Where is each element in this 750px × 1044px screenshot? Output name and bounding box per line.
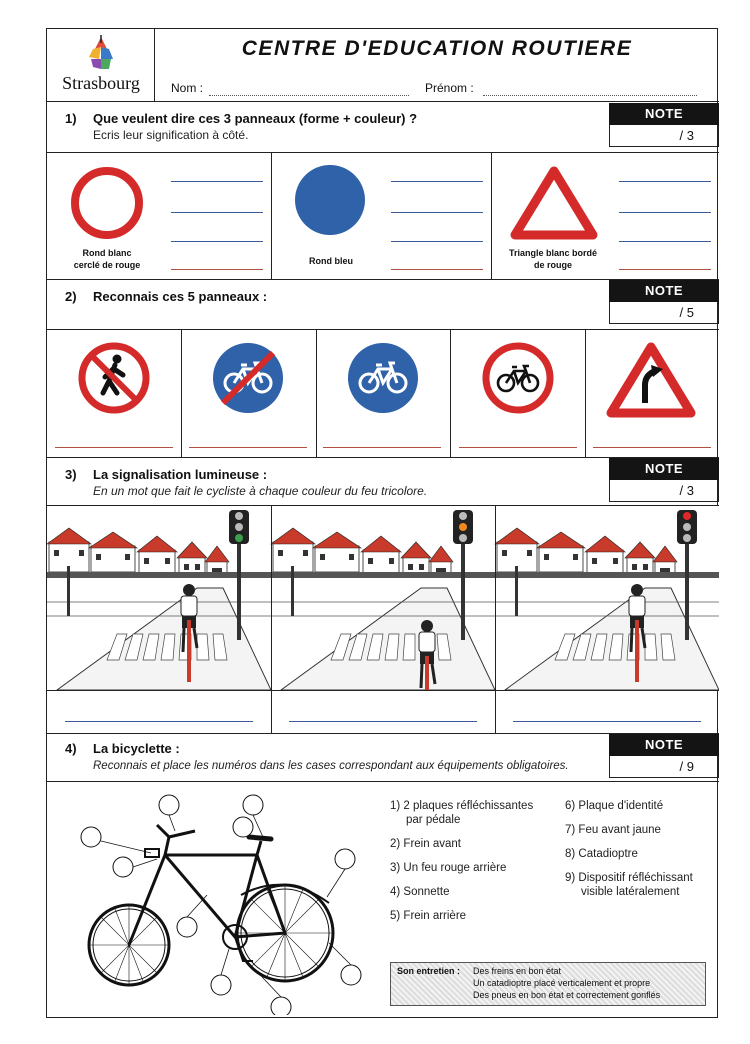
legend-item-text: par pédale xyxy=(406,814,461,826)
section4-subtitle: Reconnais et place les numéros dans les cases correspondant aux équipements obligatoires. xyxy=(93,760,569,772)
section1-score: / 3 xyxy=(609,125,719,147)
white-circle-red-border-icon xyxy=(69,165,145,241)
strasbourg-logo-icon xyxy=(83,35,119,73)
page-title: CENTRE D'EDUCATION ROUTIERE xyxy=(241,37,633,60)
section4-note-label: NOTE xyxy=(609,734,719,756)
section4-number: 4) xyxy=(65,741,77,756)
sign1-caption-1: Rond blanc xyxy=(82,248,132,258)
legend-item-text: visible latéralement xyxy=(581,886,680,898)
divider xyxy=(495,506,496,733)
section4-title: La bicyclette : xyxy=(93,741,180,756)
section1-title: Que veulent dire ces 3 panneaux (forme + couleur) ? xyxy=(93,111,418,126)
sign1-answer-line[interactable] xyxy=(171,212,263,213)
divider xyxy=(47,690,719,691)
sign3-caption-1: Triangle blanc bordé xyxy=(508,248,598,258)
legend-item-text: 2) Frein avant xyxy=(390,838,461,850)
sign3-caption-2: de rouge xyxy=(533,260,572,270)
divider xyxy=(271,152,272,279)
section3-subtitle: En un mot que fait le cycliste à chaque couleur du feu tricolore. xyxy=(93,484,428,498)
sign1-answer-line[interactable] xyxy=(171,269,263,270)
bicycles-prohibited-icon xyxy=(481,341,555,415)
bicycle-drawing xyxy=(57,785,367,1015)
sign-answer-line[interactable] xyxy=(55,447,173,448)
street-scene-green xyxy=(47,506,271,690)
sign1-answer-line[interactable] xyxy=(171,241,263,242)
nom-field[interactable] xyxy=(209,95,409,96)
legend-item xyxy=(565,847,715,861)
legend-item xyxy=(390,861,560,875)
divider xyxy=(47,781,719,782)
pedestrian-prohibited-icon xyxy=(77,341,151,415)
legend-item xyxy=(390,837,560,851)
legend-item-text: 7) Feu avant jaune xyxy=(565,824,661,836)
legend-right xyxy=(565,799,715,909)
divider xyxy=(47,101,719,102)
legend-left xyxy=(390,799,560,933)
street-scene-orange xyxy=(271,506,495,690)
sign3-answer-line[interactable] xyxy=(619,181,711,182)
maintenance-line: Un catadioptre placé verticalement et propre xyxy=(473,978,651,988)
section1-number: 1) xyxy=(65,111,77,126)
section2-score: / 5 xyxy=(609,302,719,324)
sign1-caption-2: cerclé de rouge xyxy=(73,260,141,270)
maintenance-line: Des pneus en bon état et correctement gonflés xyxy=(473,990,661,1000)
legend-item xyxy=(390,909,560,923)
light3-answer-line[interactable] xyxy=(513,721,701,722)
section3-note-label: NOTE xyxy=(609,458,719,480)
maintenance-box xyxy=(390,962,706,1006)
sign-answer-line[interactable] xyxy=(323,447,441,448)
white-triangle-red-border-icon xyxy=(509,165,599,241)
traffic-light-scenes-drawing xyxy=(47,506,719,690)
maintenance-line: Des freins en bon état xyxy=(473,966,562,976)
sign-answer-line[interactable] xyxy=(189,447,307,448)
maintenance-label: Son entretien : xyxy=(397,966,461,976)
legend-item-text: 1) 2 plaques réfléchissantes xyxy=(390,800,534,812)
sign1-answer-line[interactable] xyxy=(171,181,263,182)
sign-answer-line[interactable] xyxy=(459,447,577,448)
legend-item-text: 9) Dispositif réfléchissant xyxy=(565,872,693,884)
sign3-answer-line[interactable] xyxy=(619,212,711,213)
logo-box xyxy=(47,29,155,101)
section1-subtitle: Ecris leur signification à côté. xyxy=(93,128,249,142)
legend-item-text: 6) Plaque d'identité xyxy=(565,800,664,812)
divider xyxy=(181,329,182,457)
divider xyxy=(271,506,272,733)
sign2-caption: Rond bleu xyxy=(309,256,353,266)
legend-item xyxy=(390,885,560,899)
sign2-answer-line[interactable] xyxy=(391,181,483,182)
sign3-answer-line[interactable] xyxy=(619,269,711,270)
divider xyxy=(47,152,719,153)
divider xyxy=(450,329,451,457)
legend-item xyxy=(565,799,715,813)
sign3-answer-line[interactable] xyxy=(619,241,711,242)
legend-item xyxy=(565,871,715,899)
section3-number: 3) xyxy=(65,467,77,482)
end-cycle-path-icon xyxy=(211,341,285,415)
dangerous-bend-icon xyxy=(605,341,697,419)
sign-answer-line[interactable] xyxy=(593,447,711,448)
worksheet xyxy=(46,28,718,1018)
legend-item xyxy=(565,823,715,837)
prenom-label: Prénom : xyxy=(425,81,474,95)
sign2-answer-line[interactable] xyxy=(391,212,483,213)
section4-score: / 9 xyxy=(609,756,719,778)
nom-label: Nom : xyxy=(171,81,204,95)
divider xyxy=(47,329,719,330)
light2-answer-line[interactable] xyxy=(289,721,477,722)
section3-title: La signalisation lumineuse : xyxy=(93,467,268,482)
divider xyxy=(585,329,586,457)
legend-item xyxy=(390,799,560,827)
legend-item-text: 5) Frein arrière xyxy=(390,910,467,922)
legend-item-text: 3) Un feu rouge arrière xyxy=(390,862,507,874)
logo-text: Strasbourg xyxy=(62,73,140,93)
blue-circle-icon xyxy=(293,163,367,237)
divider xyxy=(491,152,492,279)
section1-note-label: NOTE xyxy=(609,103,719,125)
section2-title: Reconnais ces 5 panneaux : xyxy=(93,289,268,304)
prenom-field[interactable] xyxy=(483,95,697,96)
cycle-path-icon xyxy=(346,341,420,415)
light1-answer-line[interactable] xyxy=(65,721,253,722)
section3-score: / 3 xyxy=(609,480,719,502)
legend-item-text: 4) Sonnette xyxy=(390,886,450,898)
legend-item-text: 8) Catadioptre xyxy=(565,848,638,860)
sign2-answer-line[interactable] xyxy=(391,241,483,242)
section2-note-label: NOTE xyxy=(609,280,719,302)
sign2-answer-line[interactable] xyxy=(391,269,483,270)
traffic-light-scenes xyxy=(47,506,719,690)
section2-number: 2) xyxy=(65,289,77,304)
street-scene-red xyxy=(495,506,719,690)
divider xyxy=(316,329,317,457)
